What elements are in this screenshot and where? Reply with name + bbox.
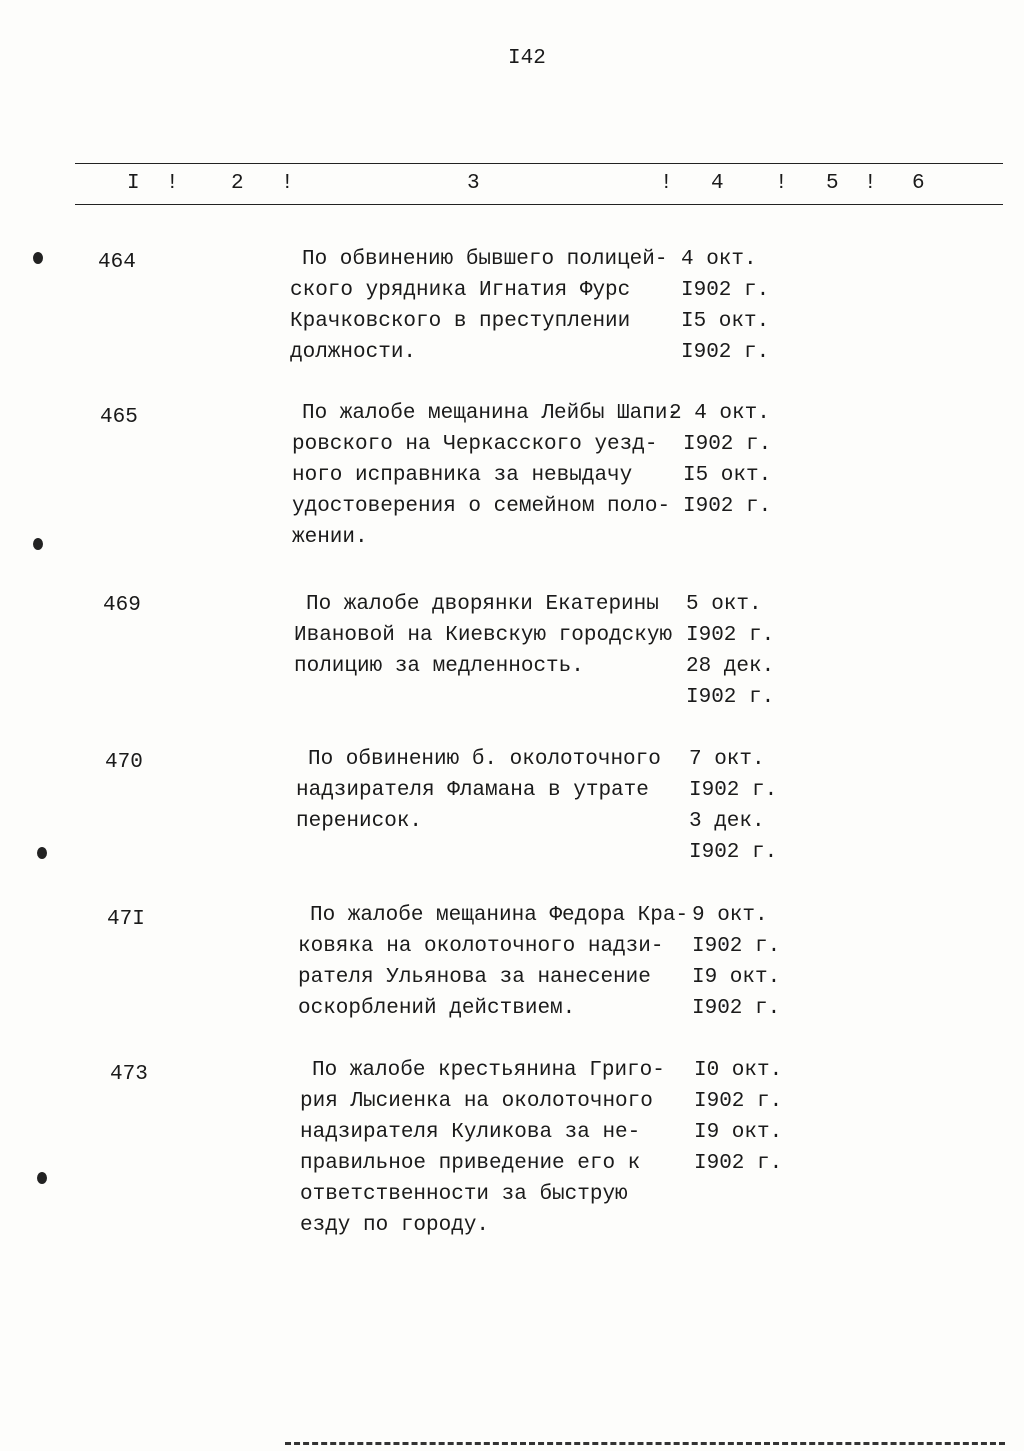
entry-date-line: 3 дек. — [689, 810, 765, 833]
table-top-rule — [75, 163, 1003, 164]
entry-description-line: ковяка на околоточного надзи- — [298, 935, 664, 958]
entry-date-line: 2 4 окт. — [669, 402, 770, 425]
entry-description-line: полицию за медленность. — [294, 655, 584, 678]
entry-date-line: I902 г. — [694, 1152, 783, 1175]
entry-description-line: надзирателя Фламана в утрате — [296, 779, 649, 802]
entry-description-line: жении. — [292, 526, 368, 549]
column-header: 5 — [826, 172, 839, 195]
column-separator: ! — [660, 172, 673, 195]
entry-date-line: I902 г. — [686, 624, 775, 647]
entry-number: 47I — [107, 908, 145, 931]
entry-date-line: I902 г. — [689, 779, 778, 802]
entry-number: 465 — [100, 406, 138, 429]
entry-description-line: оскорблений действием. — [298, 997, 576, 1020]
entry-description-line: По жалобе крестьянина Григо- — [312, 1059, 665, 1082]
entry-description-line: удостоверения о семейном поло- — [292, 495, 671, 518]
entry-date-line: I902 г. — [692, 935, 781, 958]
entry-date-line: I9 окт. — [694, 1121, 783, 1144]
page-number: I42 — [508, 47, 546, 70]
punch-hole-mark — [33, 538, 43, 550]
entry-description-line: По жалобе мещанина Лейбы Шапи- — [302, 402, 681, 425]
entry-date-line: I902 г. — [692, 997, 781, 1020]
entry-date-line: I902 г. — [681, 279, 770, 302]
entry-number: 470 — [105, 751, 143, 774]
entry-description-line: рия Лысиенка на околоточного — [300, 1090, 653, 1113]
punch-hole-mark — [37, 847, 47, 859]
entry-date-line: 28 дек. — [686, 655, 775, 678]
entry-description-line: ровского на Черкасского уезд- — [292, 433, 658, 456]
entry-date-line: I902 г. — [683, 433, 772, 456]
entry-description-line: Ивановой на Киевскую городскую — [294, 624, 673, 647]
entry-date-line: I9 окт. — [692, 966, 781, 989]
entry-date-line: 4 окт. — [681, 248, 757, 271]
entry-description-line: езду по городу. — [300, 1214, 490, 1237]
entry-description-line: должности. — [290, 341, 417, 364]
punch-hole-mark — [37, 1172, 47, 1184]
entry-number: 473 — [110, 1063, 148, 1086]
entry-description-line: По обвинению бывшего полицей- — [302, 248, 668, 271]
entry-number: 464 — [98, 251, 136, 274]
column-header: 3 — [467, 172, 480, 195]
entry-date-line: I902 г. — [683, 495, 772, 518]
entry-date-line: I902 г. — [694, 1090, 783, 1113]
entry-date-line: I5 окт. — [681, 310, 770, 333]
entry-date-line: I902 г. — [686, 686, 775, 709]
punch-hole-mark — [33, 252, 43, 264]
column-separator: ! — [864, 172, 877, 195]
entry-description-line: ответственности за быструю — [300, 1183, 628, 1206]
bottom-rule — [285, 1442, 1005, 1445]
column-header: 6 — [912, 172, 925, 195]
entry-description-line: правильное приведение его к — [300, 1152, 641, 1175]
column-separator: ! — [166, 172, 179, 195]
column-separator: ! — [281, 172, 294, 195]
entry-date-line: I902 г. — [681, 341, 770, 364]
entry-date-line: I0 окт. — [694, 1059, 783, 1082]
entry-description-line: надзирателя Куликова за не- — [300, 1121, 641, 1144]
table-header-rule — [75, 204, 1003, 205]
entry-number: 469 — [103, 594, 141, 617]
column-header: 4 — [711, 172, 724, 195]
entry-date-line: 5 окт. — [686, 593, 762, 616]
entry-description-line: ского урядника Игнатия Фурс — [290, 279, 631, 302]
column-header: 2 — [231, 172, 244, 195]
entry-description-line: рателя Ульянова за нанесение — [298, 966, 651, 989]
entry-date-line: I902 г. — [689, 841, 778, 864]
entry-description-line: Крачковского в преступлении — [290, 310, 631, 333]
entry-description-line: По жалобе мещанина Федора Кра- — [310, 904, 689, 927]
entry-description-line: ного исправника за невыдачу — [292, 464, 633, 487]
entry-date-line: 9 окт. — [692, 904, 768, 927]
entry-date-line: I5 окт. — [683, 464, 772, 487]
entry-description-line: По обвинению б. околоточного — [308, 748, 661, 771]
column-separator: ! — [775, 172, 788, 195]
entry-date-line: 7 окт. — [689, 748, 765, 771]
entry-description-line: По жалобе дворянки Екатерины — [306, 593, 659, 616]
entry-description-line: перенисок. — [296, 810, 423, 833]
column-header: I — [127, 172, 140, 195]
